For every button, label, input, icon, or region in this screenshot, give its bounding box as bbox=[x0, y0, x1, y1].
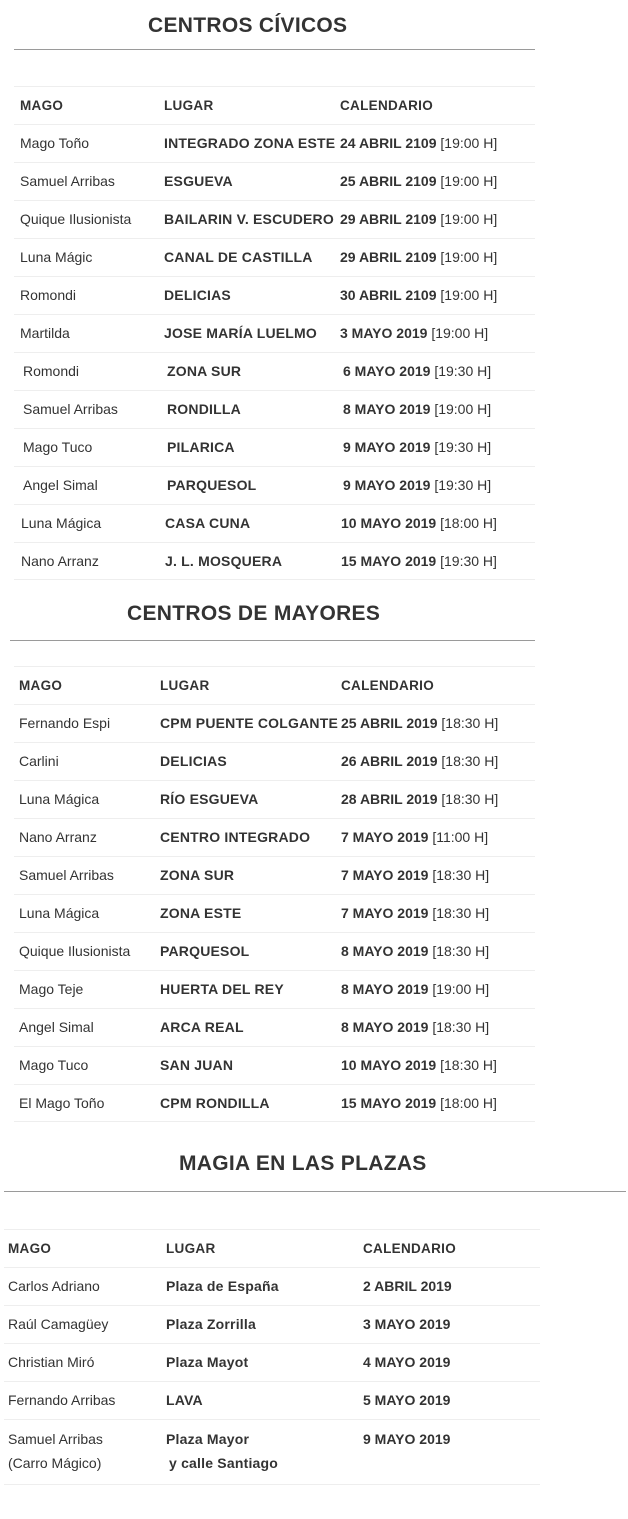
cell-lugar: RÍO ESGUEVA bbox=[160, 791, 259, 807]
hora: [19:30 H] bbox=[434, 439, 492, 455]
fecha: 9 MAYO 2019 bbox=[363, 1431, 451, 1447]
hora: [19:00 H] bbox=[431, 325, 489, 341]
cell-calendario bbox=[340, 315, 488, 352]
cell-calendario bbox=[340, 239, 497, 276]
cell-mago: Martilda bbox=[20, 325, 70, 341]
table-row bbox=[14, 466, 535, 504]
cell-calendario bbox=[363, 1420, 450, 1451]
section-title: MAGIA EN LAS PLAZAS bbox=[179, 1152, 427, 1175]
table-row bbox=[14, 390, 535, 428]
hora: [19:00 H] bbox=[440, 249, 498, 265]
fecha: 3 MAYO 2019 bbox=[363, 1316, 451, 1332]
table-row bbox=[14, 124, 535, 162]
cell-calendario bbox=[363, 1268, 452, 1305]
hora: [19:00 H] bbox=[440, 135, 498, 151]
cell-calendario bbox=[343, 467, 491, 504]
cell-calendario bbox=[341, 781, 498, 818]
fecha: 8 MAYO 2019 bbox=[341, 943, 429, 959]
fecha: 10 MAYO 2019 bbox=[341, 515, 437, 531]
header-mago: MAGO bbox=[8, 1241, 52, 1256]
cell-calendario bbox=[341, 819, 488, 856]
header-lugar: LUGAR bbox=[164, 98, 214, 113]
hora: [18:00 H] bbox=[440, 515, 497, 531]
cell-lugar: SAN JUAN bbox=[160, 1057, 234, 1073]
fecha: 7 MAYO 2019 bbox=[341, 829, 429, 845]
cell-calendario bbox=[341, 1009, 489, 1046]
cell-mago: Mago Teje bbox=[19, 981, 84, 997]
fecha: 10 MAYO 2019 bbox=[341, 1057, 437, 1073]
cell-mago: Angel Simal bbox=[19, 1019, 94, 1035]
cell-mago: Quique Ilusionista bbox=[19, 943, 131, 959]
cell-calendario bbox=[341, 505, 497, 542]
hora: [19:00 H] bbox=[434, 401, 492, 417]
fecha: 2 ABRIL 2019 bbox=[363, 1278, 452, 1294]
section-title: CENTROS CÍVICOS bbox=[148, 14, 348, 37]
hora: [19:30 H] bbox=[434, 477, 492, 493]
cell-lugar: DELICIAS bbox=[160, 753, 227, 769]
cell-mago: Fernando Espi bbox=[19, 715, 111, 731]
cell-calendario bbox=[341, 543, 497, 580]
table-row bbox=[14, 1046, 535, 1084]
table-row bbox=[14, 932, 535, 970]
cell-mago: Christian Miró bbox=[8, 1354, 95, 1370]
fecha: 9 MAYO 2019 bbox=[343, 477, 431, 493]
table-row bbox=[4, 1305, 540, 1343]
table-row bbox=[14, 970, 535, 1008]
header-mago: MAGO bbox=[19, 678, 63, 693]
fecha: 7 MAYO 2019 bbox=[341, 867, 429, 883]
table-row bbox=[14, 1008, 535, 1046]
table-row bbox=[4, 1419, 540, 1485]
cell-calendario bbox=[343, 429, 491, 466]
table-header-row bbox=[14, 86, 535, 124]
schedule-table bbox=[14, 666, 535, 1122]
cell-mago: Luna Mágic bbox=[20, 249, 93, 265]
fecha: 28 ABRIL 2019 bbox=[341, 791, 438, 807]
hora: [18:30 H] bbox=[441, 715, 499, 731]
cell-lugar: Plaza de España bbox=[166, 1278, 279, 1294]
hora: [18:30 H] bbox=[432, 905, 490, 921]
cell-lugar: HUERTA DEL REY bbox=[160, 981, 284, 997]
header-calendario: CALENDARIO bbox=[341, 678, 434, 693]
hora: [18:30 H] bbox=[441, 791, 499, 807]
header-calendario: CALENDARIO bbox=[363, 1241, 456, 1256]
hora: [18:30 H] bbox=[440, 1057, 497, 1073]
cell-mago: Samuel Arribas bbox=[23, 401, 118, 417]
cell-lugar: RONDILLA bbox=[167, 401, 241, 417]
table-row bbox=[14, 542, 535, 580]
fecha: 4 MAYO 2019 bbox=[363, 1354, 451, 1370]
cell-calendario bbox=[340, 201, 497, 238]
table-row bbox=[14, 200, 535, 238]
cell-mago bbox=[8, 1420, 103, 1475]
table-row bbox=[4, 1381, 540, 1419]
table-row bbox=[14, 314, 535, 352]
fecha: 25 ABRIL 2019 bbox=[341, 715, 438, 731]
table-row bbox=[14, 742, 535, 780]
table-row bbox=[14, 276, 535, 314]
cell-lugar: DELICIAS bbox=[164, 287, 231, 303]
cell-mago: Samuel Arribas bbox=[20, 173, 115, 189]
table-row bbox=[14, 352, 535, 390]
cell-mago: Nano Arranz bbox=[21, 553, 99, 569]
cell-lugar: ZONA ESTE bbox=[160, 905, 242, 921]
fecha: 6 MAYO 2019 bbox=[343, 363, 431, 379]
cell-lugar: PILARICA bbox=[167, 439, 235, 455]
cell-lugar: CANAL DE CASTILLA bbox=[164, 249, 313, 265]
mago-line: Samuel Arribas bbox=[8, 1431, 103, 1447]
cell-mago: Luna Mágica bbox=[19, 905, 100, 921]
cell-mago: Samuel Arribas bbox=[19, 867, 114, 883]
table-header-row bbox=[14, 666, 535, 704]
hora: [19:00 H] bbox=[440, 287, 498, 303]
header-lugar: LUGAR bbox=[166, 1241, 216, 1256]
cell-calendario bbox=[343, 391, 491, 428]
cell-lugar: Plaza Zorrilla bbox=[166, 1316, 256, 1332]
cell-mago: Fernando Arribas bbox=[8, 1392, 116, 1408]
fecha: 8 MAYO 2019 bbox=[343, 401, 431, 417]
fecha: 30 ABRIL 2109 bbox=[340, 287, 437, 303]
table-row bbox=[4, 1267, 540, 1305]
hora: [19:00 H] bbox=[440, 211, 498, 227]
cell-lugar: ESGUEVA bbox=[164, 173, 233, 189]
fecha: 29 ABRIL 2109 bbox=[340, 249, 437, 265]
hora: [19:00 H] bbox=[432, 981, 490, 997]
cell-lugar: CPM PUENTE COLGANTE bbox=[160, 715, 339, 731]
table-row bbox=[14, 1084, 535, 1122]
fecha: 8 MAYO 2019 bbox=[341, 981, 429, 997]
hora: [18:30 H] bbox=[432, 1019, 490, 1035]
cell-mago: Quique Ilusionista bbox=[20, 211, 132, 227]
cell-calendario bbox=[363, 1306, 450, 1343]
hora: [18:30 H] bbox=[432, 943, 490, 959]
cell-lugar: CENTRO INTEGRADO bbox=[160, 829, 311, 845]
cell-calendario bbox=[343, 353, 491, 390]
cell-mago: El Mago Toño bbox=[19, 1095, 105, 1111]
cell-lugar: JOSE MARÍA LUELMO bbox=[164, 325, 317, 341]
cell-lugar: ARCA REAL bbox=[160, 1019, 244, 1035]
table-row bbox=[14, 894, 535, 932]
cell-calendario bbox=[340, 277, 497, 314]
cell-lugar: Plaza Mayot bbox=[166, 1354, 249, 1370]
divider bbox=[4, 1191, 626, 1192]
cell-calendario bbox=[341, 1085, 497, 1122]
cell-lugar: PARQUESOL bbox=[160, 943, 250, 959]
cell-calendario bbox=[363, 1382, 450, 1419]
table-row bbox=[14, 504, 535, 542]
cell-calendario bbox=[340, 125, 497, 162]
lugar-line: y calle Santiago bbox=[169, 1455, 279, 1471]
header-lugar: LUGAR bbox=[160, 678, 210, 693]
hora: [19:00 H] bbox=[440, 173, 498, 189]
fecha: 15 MAYO 2019 bbox=[341, 1095, 437, 1111]
cell-calendario bbox=[341, 971, 489, 1008]
hora: [18:30 H] bbox=[441, 753, 499, 769]
cell-calendario bbox=[363, 1344, 450, 1381]
cell-mago: Luna Mágica bbox=[21, 515, 102, 531]
cell-calendario bbox=[341, 1047, 497, 1084]
table-header-row bbox=[4, 1229, 540, 1267]
cell-lugar: BAILARIN V. ESCUDERO bbox=[164, 211, 334, 227]
cell-mago: Nano Arranz bbox=[19, 829, 97, 845]
cell-calendario bbox=[341, 743, 498, 780]
fecha: 15 MAYO 2019 bbox=[341, 553, 437, 569]
cell-calendario bbox=[341, 933, 489, 970]
lugar-line: Plaza Mayor bbox=[166, 1431, 250, 1447]
fecha: 24 ABRIL 2109 bbox=[340, 135, 437, 151]
cell-lugar: PARQUESOL bbox=[167, 477, 257, 493]
cell-lugar: INTEGRADO ZONA ESTE bbox=[164, 135, 336, 151]
header-calendario: CALENDARIO bbox=[340, 98, 433, 113]
hora: [19:30 H] bbox=[440, 553, 497, 569]
cell-calendario bbox=[340, 163, 497, 200]
cell-lugar: ZONA SUR bbox=[167, 363, 242, 379]
cell-lugar: LAVA bbox=[166, 1392, 203, 1408]
table-row bbox=[14, 704, 535, 742]
cell-lugar: CASA CUNA bbox=[165, 515, 251, 531]
fecha: 5 MAYO 2019 bbox=[363, 1392, 451, 1408]
hora: [19:30 H] bbox=[434, 363, 492, 379]
cell-mago: Mago Tuco bbox=[19, 1057, 89, 1073]
schedule-table bbox=[14, 86, 535, 580]
cell-lugar bbox=[166, 1420, 278, 1475]
header-mago: MAGO bbox=[20, 98, 64, 113]
schedule-table bbox=[4, 1229, 540, 1485]
mago-line: (Carro Mágico) bbox=[8, 1455, 102, 1471]
divider bbox=[10, 640, 535, 641]
fecha: 25 ABRIL 2109 bbox=[340, 173, 437, 189]
cell-lugar: J. L. MOSQUERA bbox=[165, 553, 283, 569]
cell-calendario bbox=[341, 895, 489, 932]
fecha: 3 MAYO 2019 bbox=[340, 325, 428, 341]
cell-calendario bbox=[341, 857, 489, 894]
cell-mago: Romondi bbox=[20, 287, 77, 303]
hora: [18:30 H] bbox=[432, 867, 490, 883]
cell-lugar: ZONA SUR bbox=[160, 867, 235, 883]
fecha: 7 MAYO 2019 bbox=[341, 905, 429, 921]
table-row bbox=[4, 1343, 540, 1381]
cell-mago: Carlos Adriano bbox=[8, 1278, 100, 1294]
cell-mago: Romondi bbox=[23, 363, 80, 379]
table-row bbox=[14, 238, 535, 276]
hora: [18:00 H] bbox=[440, 1095, 497, 1111]
fecha: 8 MAYO 2019 bbox=[341, 1019, 429, 1035]
cell-mago: Mago Tuco bbox=[23, 439, 93, 455]
cell-mago: Raúl Camagüey bbox=[8, 1316, 109, 1332]
cell-mago: Carlini bbox=[19, 753, 59, 769]
cell-calendario bbox=[341, 705, 498, 742]
table-row bbox=[14, 856, 535, 894]
cell-mago: Angel Simal bbox=[23, 477, 98, 493]
fecha: 29 ABRIL 2109 bbox=[340, 211, 437, 227]
section-title: CENTROS DE MAYORES bbox=[127, 602, 381, 625]
table-row bbox=[14, 780, 535, 818]
table-row bbox=[14, 428, 535, 466]
cell-mago: Mago Toño bbox=[20, 135, 90, 151]
divider bbox=[14, 49, 535, 50]
fecha: 26 ABRIL 2019 bbox=[341, 753, 438, 769]
cell-mago: Luna Mágica bbox=[19, 791, 100, 807]
fecha: 9 MAYO 2019 bbox=[343, 439, 431, 455]
cell-lugar: CPM RONDILLA bbox=[160, 1095, 270, 1111]
table-row bbox=[14, 818, 535, 856]
hora: [11:00 H] bbox=[432, 829, 489, 845]
table-row bbox=[14, 162, 535, 200]
